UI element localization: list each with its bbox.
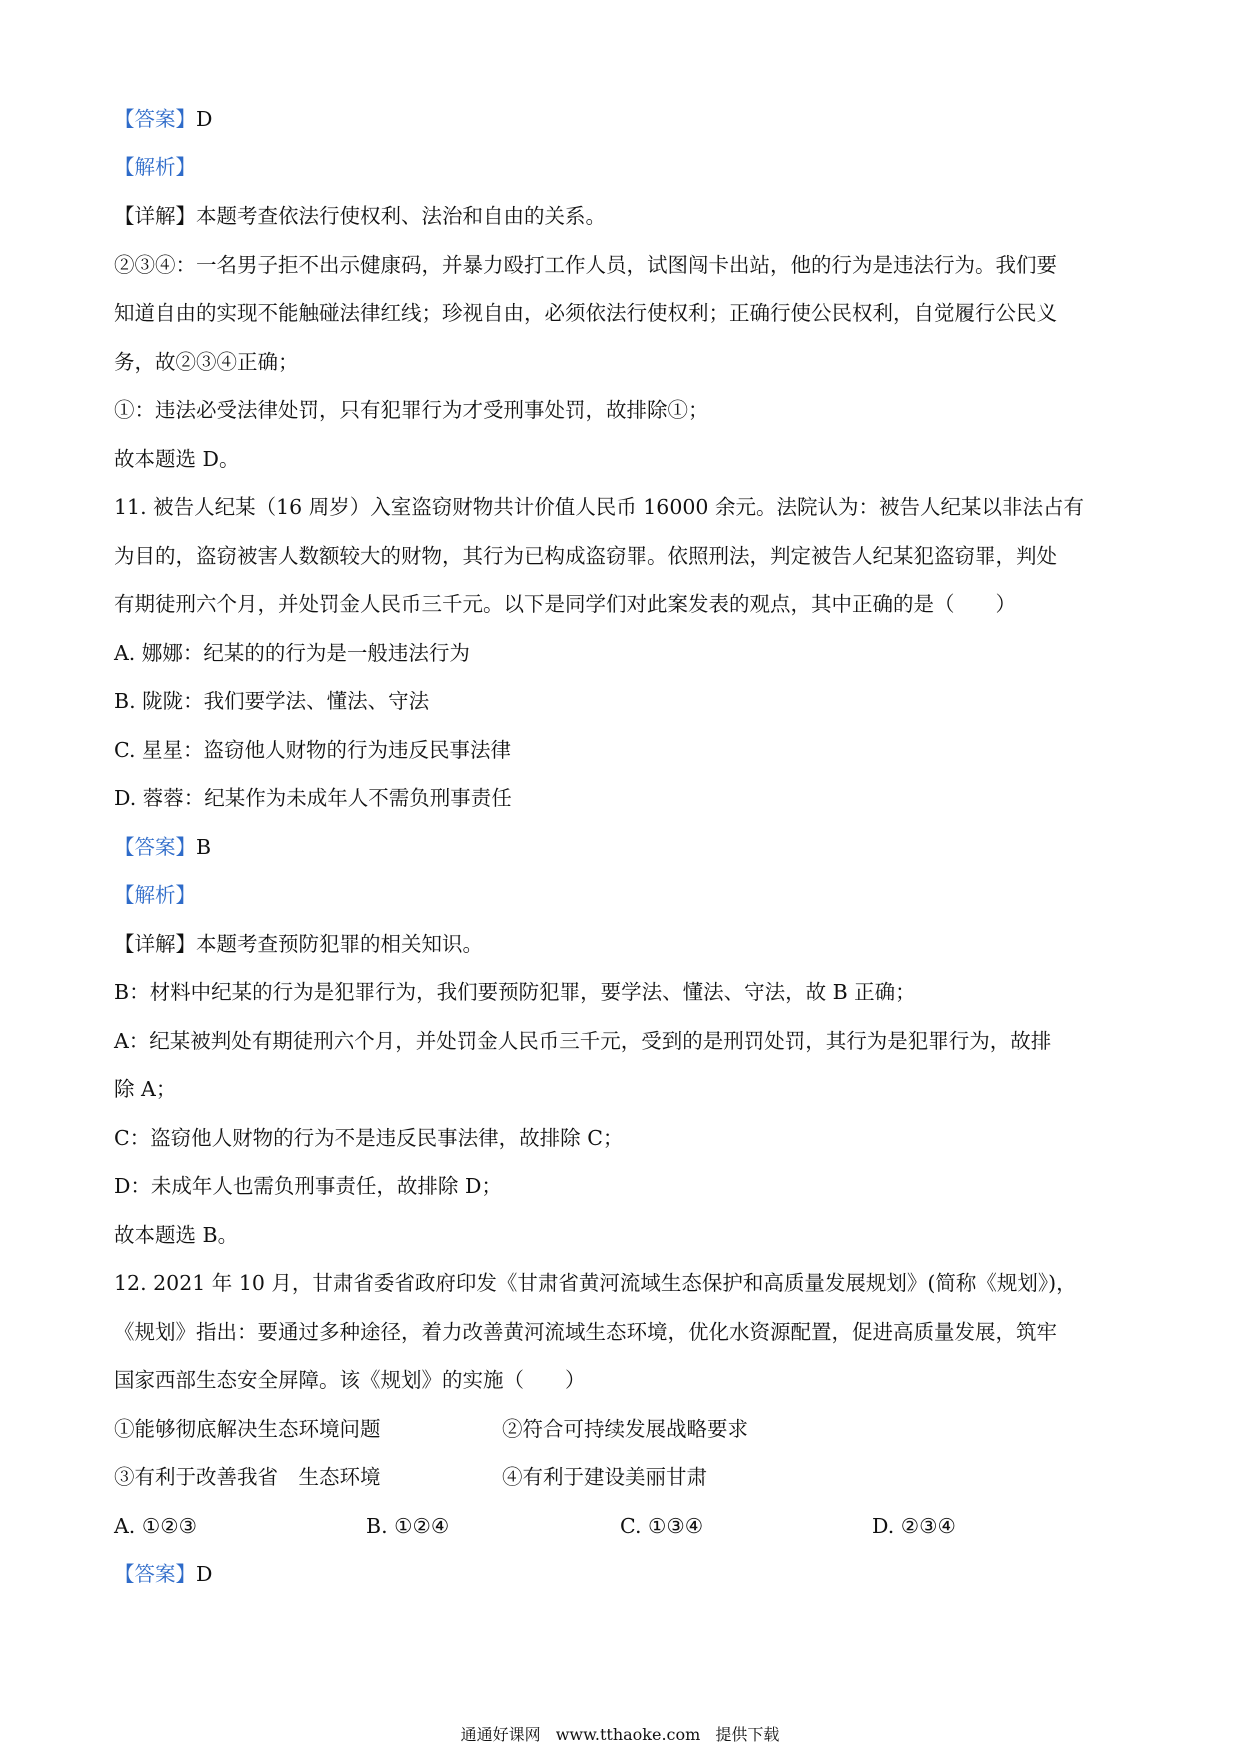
line-text: D <box>196 107 213 131</box>
text-line <box>114 298 1124 328</box>
line-text: B <box>196 835 212 859</box>
text-line <box>114 686 1124 716</box>
option-item: D. ②③④ <box>872 1514 956 1538</box>
text-line <box>114 735 1124 765</box>
text-line <box>114 1365 1124 1395</box>
text-line <box>114 541 1124 571</box>
line-text: 国家西部生态安全屏障。该《规划》的实施（ ） <box>114 1368 586 1392</box>
line-text: D <box>196 1562 213 1586</box>
line-text: 《规划》指出：要通过多种途径，着力改善黄河流域生态环境，优化水资源配置，促进高质量发展，筑牢 <box>114 1320 1057 1344</box>
text-line <box>114 444 1124 474</box>
line-text: A. 娜娜：纪某的的行为是一般违法行为 <box>114 641 470 665</box>
line-text: C. 星星：盗窃他人财物的行为违反民事法律 <box>114 738 511 762</box>
answer-label-line <box>114 152 1124 182</box>
line-text: 故本题选 B。 <box>114 1223 239 1247</box>
option-item: B. ①②④ <box>366 1514 450 1538</box>
section-tag: 【解析】 <box>114 155 196 179</box>
line-text: 【详解】本题考查预防犯罪的相关知识。 <box>114 932 483 956</box>
option-item: A. ①②③ <box>114 1514 197 1538</box>
line-text: 故本题选 D。 <box>114 447 240 471</box>
text-line <box>114 589 1124 619</box>
section-tag: 【答案】 <box>114 1562 196 1586</box>
text-line <box>114 347 1124 377</box>
answer-label-line <box>114 1559 1124 1589</box>
line-text: ②③④：一名男子拒不出示健康码，并暴力殴打工作人员，试图闯卡出站，他的行为是违法行为。我们要 <box>114 253 1057 277</box>
text-line <box>114 1317 1124 1347</box>
line-text: 有期徒刑六个月，并处罚金人民币三千元。以下是同学们对此案发表的观点，其中正确的是（ ） <box>114 592 1016 616</box>
text-line <box>114 1123 1124 1153</box>
line-text: 知道自由的实现不能触碰法律红线；珍视自由，必须依法行使权利；正确行使公民权利，自觉履行公民义 <box>114 301 1057 325</box>
text-line <box>114 1268 1124 1298</box>
answer-label-line <box>114 832 1124 862</box>
option-item: ②符合可持续发展战略要求 <box>502 1417 748 1441</box>
section-tag: 【答案】 <box>114 107 196 131</box>
line-text: A：纪某被判处有期徒刑六个月，并处罚金人民币三千元，受到的是刑罚处罚，其行为是犯罪行为，故排 <box>114 1029 1052 1053</box>
text-line <box>114 1220 1124 1250</box>
line-text: B. 陇陇：我们要学法、懂法、守法 <box>114 689 430 713</box>
line-text: 12. 2021 年 10 月，甘肃省委省政府印发《甘肃省黄河流域生态保护和高质量发展规划》(简称《规划》)， <box>114 1271 1077 1295</box>
text-line <box>114 638 1124 668</box>
answer-label-line <box>114 104 1124 134</box>
option-item: ④有利于建设美丽甘肃 <box>502 1465 707 1489</box>
footer-site-name: 通通好课网 <box>460 1725 541 1744</box>
text-line <box>114 395 1124 425</box>
text-line <box>114 1026 1124 1056</box>
line-text: D：未成年人也需负刑事责任，故排除 D； <box>114 1174 502 1198</box>
page-footer <box>0 1724 1240 1746</box>
line-text: 为目的，盗窃被害人数额较大的财物，其行为已构成盗窃罪。依照刑法，判定被告人纪某犯盗窃罪，判处 <box>114 544 1057 568</box>
line-text: ①：违法必受法律处罚，只有犯罪行为才受刑事处罚，故排除①； <box>114 398 709 422</box>
section-tag: 【答案】 <box>114 835 196 859</box>
text-line <box>114 977 1124 1007</box>
option-item: ③有利于改善我省 生态环境 <box>114 1465 381 1489</box>
line-text: 【详解】本题考查依法行使权利、法治和自由的关系。 <box>114 204 606 228</box>
text-line <box>114 1171 1124 1201</box>
text-line <box>114 783 1124 813</box>
line-text: C：盗窃他人财物的行为不是违反民事法律，故排除 C； <box>114 1126 624 1150</box>
line-text: D. 蓉蓉：纪某作为未成年人不需负刑事责任 <box>114 786 512 810</box>
section-tag: 【解析】 <box>114 883 196 907</box>
text-line <box>114 250 1124 280</box>
option-item: C. ①③④ <box>620 1514 704 1538</box>
footer-note: 提供下载 <box>715 1725 780 1744</box>
option-item: ①能够彻底解决生态环境问题 <box>114 1417 381 1441</box>
text-line <box>114 929 1124 959</box>
text-line <box>114 492 1124 522</box>
line-text: 除 A； <box>114 1077 177 1101</box>
answer-label-line <box>114 880 1124 910</box>
line-text: 务，故②③④正确； <box>114 350 299 374</box>
text-line <box>114 201 1124 231</box>
line-text: 11. 被告人纪某（16 周岁）入室盗窃财物共计价值人民币 16000 余元。法院认为：被告人纪某以非法占有 <box>114 495 1084 519</box>
text-line <box>114 1074 1124 1104</box>
line-text: B：材料中纪某的行为是犯罪行为，我们要预防犯罪，要学法、懂法、守法，故 B 正确； <box>114 980 916 1004</box>
footer-url[interactable]: www.tthaoke.com <box>555 1725 701 1744</box>
